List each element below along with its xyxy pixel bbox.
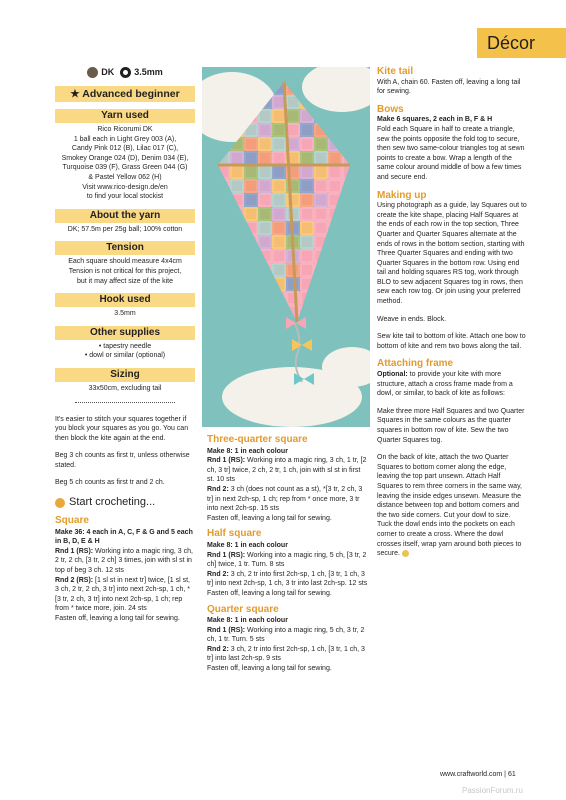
three-quarter-rnd1: Rnd 1 (RS): Working into a magic ring, 3 ch, 1 tr, [2 ch, 3 tr] twice, 2 ch, 2 tr, 1 ch, join with sl st in first st. 10 sts <box>207 457 367 484</box>
page-footer: www.craftworld.com | 61 <box>440 771 516 778</box>
three-quarter-rnd2: Rnd 2: 3 ch (does not count as a st), *[3 tr, 2 ch, 3 tr] in next 2ch-sp, 1 ch; rep from * once more, 3 tr into next 2ch-sp. 15 sts <box>207 485 363 513</box>
quarter-make: Make 8: 1 in each colour <box>207 617 288 625</box>
footer-site: www.craftworld.com <box>440 771 503 778</box>
section-tab <box>477 28 566 58</box>
kite-illustration <box>202 67 370 427</box>
making-up-p2: Weave in ends. Block. <box>377 315 447 323</box>
tension-text: Each square should measure 4x4cm Tension is not critical for this project, but it may affect size of the kite <box>68 258 182 285</box>
square-end: Fasten off, leaving a long tail for sewing. <box>55 615 180 622</box>
three-quarter-title: Three-quarter square <box>207 434 308 445</box>
half-title: Half square <box>207 528 262 540</box>
quarter-rnd2: Rnd 2: 3 ch, 2 tr into first 2ch-sp, 1 ch, [3 tr, 1 ch, 3 tr] into last 2ch-sp. 9 sts <box>207 645 365 663</box>
quarter-rnd1: Rnd 1 (RS): Working into a magic ring, 5 ch, 3 tr, 2 ch, 1 tr. Turn. 5 sts <box>207 626 365 644</box>
sizing-heading: Sizing <box>55 368 195 382</box>
square-title: Square <box>55 515 89 527</box>
start-heading: Start crocheting... <box>55 498 195 508</box>
half-rnd2: Rnd 2: 3 ch, 2 tr into first 2ch-sp, 1 ch, [3 tr, 1 ch, 3 tr] into next 2ch-sp, 1 ch, 3 tr into last 2ch-sp. 12 sts <box>207 570 368 588</box>
end-marker-icon <box>402 550 409 557</box>
bows-title: Bows <box>377 103 404 115</box>
quarter-end: Fasten off, leaving a long tail for sewing. <box>207 665 332 673</box>
quarter-title: Quarter square <box>207 603 279 615</box>
yarn-heading: Yarn used <box>55 109 195 123</box>
intro-text: It's easier to stitch your squares together if you block your squares as you go. You can then block the kite again at the end. <box>55 415 189 442</box>
yarn-list: Rico Ricorumi DK 1 ball each in Light Grey 003 (A), Candy Pink 012 (B), Lilac 017 (C), Smokey Orange 024 (D), Denim 034 (E), Turquoise 039 (F), Grass Green 044 (G) & Pastel Yellow 062 (H) Visit www.rico-design.de/en to find your local stockist <box>61 126 189 201</box>
section-title: Décor <box>487 33 536 53</box>
sizing-text: 33x50cm, excluding tail <box>88 384 162 392</box>
intro-text: Beg 5 ch counts as first tr and 2 ch. <box>55 479 165 487</box>
supplies-list: • tapestry needle • dowl or similar (optional) <box>84 342 166 360</box>
meta-row <box>55 67 195 78</box>
right-column <box>377 67 527 567</box>
left-column <box>55 67 195 624</box>
yarn-weight: DK <box>87 67 114 78</box>
kite-tail-text: With A, chain 60. Fasten off, leaving a long tail for sewing. <box>377 78 521 96</box>
frame-p3: On the back of kite, attach the two Quarter Squares to bottom corner along the edge, leaving the top part unsewn. Attach Half Squares to rem three corners in the same way, leaving the inside edges unsewn. Measure the distance between top and bottom corners and the two side corners. Cut your dowl to size. Tuck the dowl ends into the pockets on each corner to create a cross. Where the dowl crosses itself, wrap yarn around both pieces to secure. <box>377 454 522 558</box>
page-number: 61 <box>507 771 516 778</box>
making-up-p1: Using photograph as a guide, lay Squares out to create the kite shape, placing Half Squares at the ends of each row in the top section, Three Quarter and Quarter Squares alternate at the ends of rows in the bottom section, starting with Three Quarter Squares and ending with two Quarter Squares in the bottom row. Using end tail and holding squares RS tog, work through BLO to sew adjacent Squares tog in rows, then sew each row tog. Or join using your preferred method. <box>377 202 527 306</box>
bows-text: Fold each Square in half to create a triangle, sew the points opposite the fold tog to secure, then sew two same-colour triangles tog at sewn points to create a bow. Wrap a length of the same colour around middle of bow a few times and secure end. <box>377 125 525 181</box>
three-quarter-make: Make 8: 1 in each colour <box>207 447 288 455</box>
frame-p2: Make three more Half Squares and two Quarter Squares in the same colours as the quarter squares in bottom row of kite. Sew the two Quarter Squares tog. <box>377 407 525 444</box>
divider <box>75 402 175 403</box>
hook-heading: Hook used <box>55 293 195 307</box>
frame-p1: Optional: to provide your kite with more structure, attach a cross frame made from a dowl, or similar, to back of kite as follows: <box>377 371 513 398</box>
square-make: Make 36: 4 each in A, C, F & G and 5 each in B, D, E & H <box>55 528 193 546</box>
about-heading: About the yarn <box>55 209 195 223</box>
hook-text: 3.5mm <box>114 310 136 318</box>
half-rnd1: Rnd 1 (RS): Working into a magic ring, 5 ch, [3 tr, 2 ch] twice, 1 tr. Turn. 8 sts <box>207 551 367 569</box>
three-quarter-end: Fasten off, leaving a long tail for sewing. <box>207 514 332 522</box>
bullet-icon <box>55 498 65 508</box>
tension-heading: Tension <box>55 241 195 255</box>
watermark: PassionForum.ru <box>462 786 523 795</box>
kite-photo <box>202 67 370 427</box>
square-rnd2: Rnd 2 (RS): [1 sl st in next tr] twice, [1 sl st, 3 ch, 2 tr, 2 ch, 3 tr] into next 2ch-sp, 1 ch, *[3 tr, 2 ch, 3 tr] into next 2ch-sp, 1 ch; rep from * twice more, join. 24 sts <box>55 576 191 613</box>
making-up-title: Making up <box>377 189 427 201</box>
kite-tail-title: Kite tail <box>377 66 414 77</box>
supplies-heading: Other supplies <box>55 326 195 340</box>
about-text: DK; 57.5m per 25g ball; 100% cotton <box>67 225 183 233</box>
bows-make: Make 6 squares, 2 each in B, F & H <box>377 116 493 124</box>
hook-size: 3.5mm <box>120 67 163 78</box>
intro-text: Beg 3 ch counts as first tr, unless otherwise stated. <box>55 452 190 469</box>
level-bar: ★ Advanced beginner <box>55 86 195 102</box>
yarn-ball-icon <box>87 67 98 78</box>
half-end: Fasten off, leaving a long tail for sewing. <box>207 589 332 597</box>
square-rnd1: Rnd 1 (RS): Working into a magic ring, 3 ch, 2 tr, 2 ch, [3 tr, 2 ch] 3 times, join with sl st in top of beg 3 ch. 12 sts <box>55 547 193 575</box>
making-up-p3: Sew kite tail to bottom of kite. Attach one bow to bottom of kite and rem two bows along the tail. <box>377 333 526 350</box>
frame-title: Attaching frame <box>377 358 454 370</box>
hook-icon <box>120 67 131 78</box>
half-make: Make 8: 1 in each colour <box>207 541 288 549</box>
bow-yellow <box>292 339 312 351</box>
middle-column <box>207 435 369 674</box>
